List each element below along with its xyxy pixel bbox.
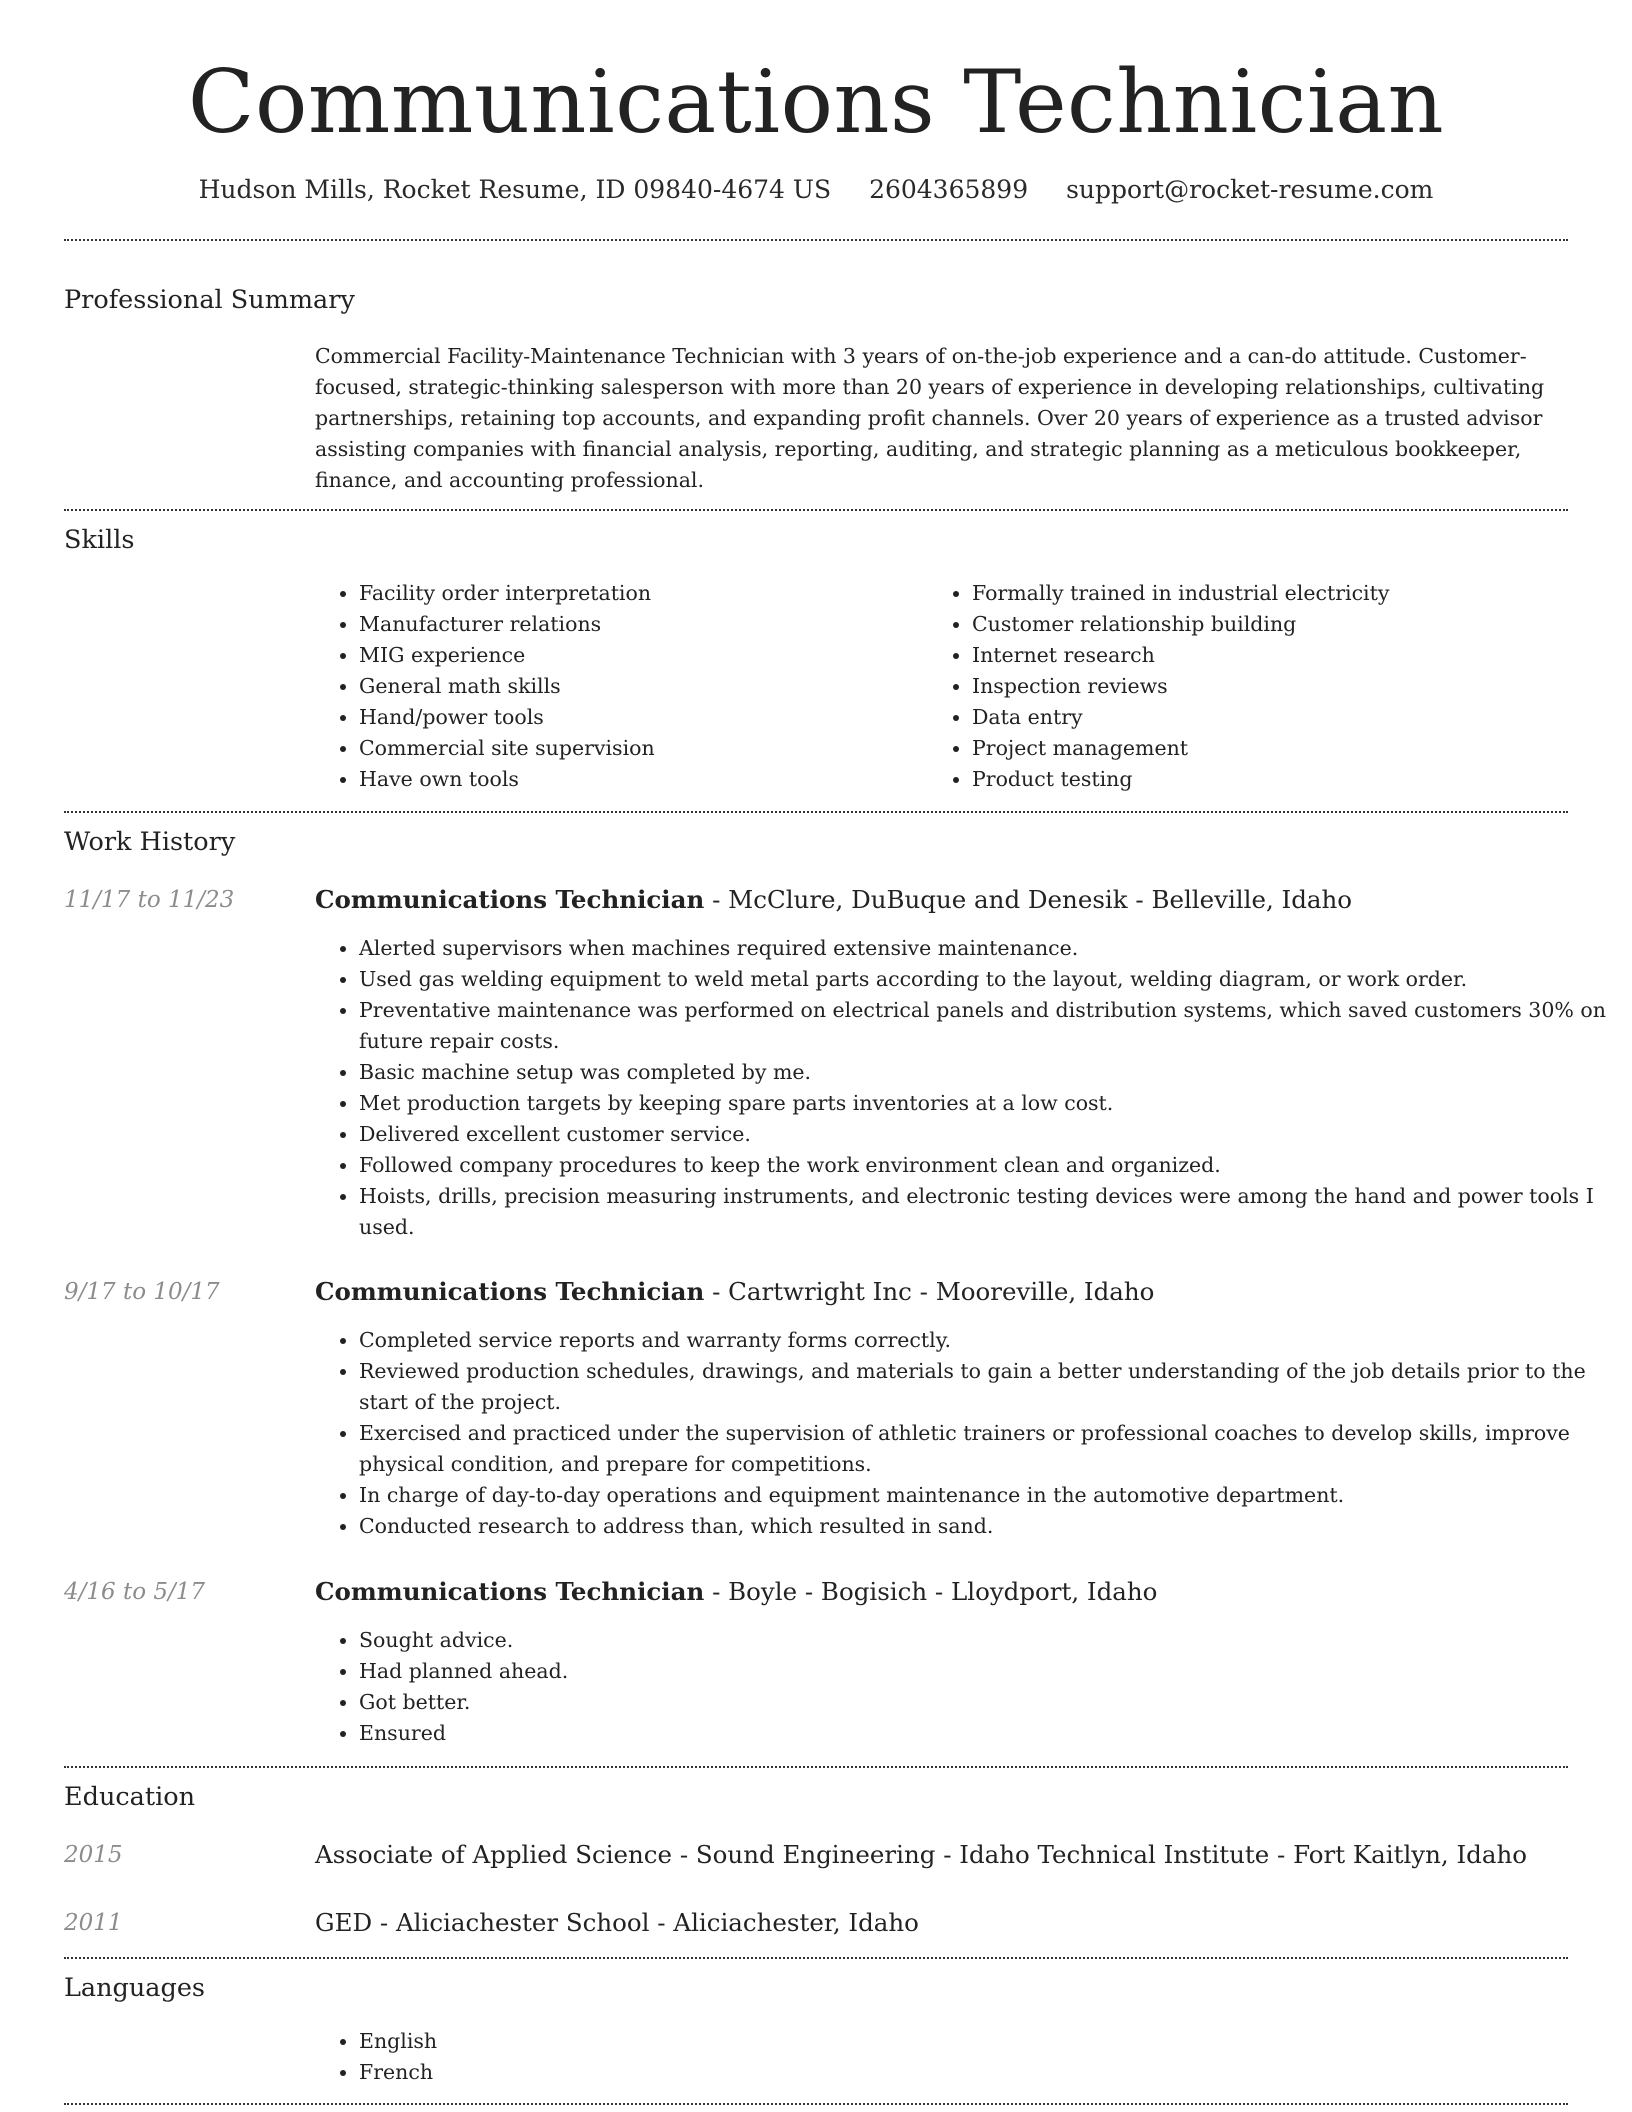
list-item: • Product testing: [972, 764, 1592, 795]
section-divider: [64, 1766, 1568, 1768]
section-divider: [64, 811, 1568, 813]
list-item: • Met production targets by keeping spare parts inventories at a low cost.: [359, 1088, 1609, 1119]
list-item: • Hand/power tools: [359, 702, 919, 733]
education-heading: Education: [64, 1782, 196, 1812]
list-item: • Project management: [972, 733, 1592, 764]
list-item: • Inspection reviews: [972, 671, 1592, 702]
list-item: • Followed company procedures to keep the work environment clean and organized.: [359, 1150, 1609, 1181]
list-item: • Data entry: [972, 702, 1592, 733]
list-item: • General math skills: [359, 671, 919, 702]
section-divider: [64, 239, 1568, 241]
list-item: • Commercial site supervision: [359, 733, 919, 764]
list-item: • Sought advice.: [359, 1625, 1609, 1656]
job-title: [315, 1272, 1154, 1312]
job-dates: 4/16 to 5/17: [64, 1579, 206, 1605]
list-item: • Got better.: [359, 1687, 1609, 1718]
job-bullets: [315, 1325, 1609, 1542]
list-item: • Customer relationship building: [972, 609, 1592, 640]
list-item: • Facility order interpretation: [359, 578, 919, 609]
list-item: • Had planned ahead.: [359, 1656, 1609, 1687]
skills-list-left: [315, 578, 919, 795]
job-title: [315, 1572, 1157, 1612]
list-item: • Completed service reports and warranty forms correctly.: [359, 1325, 1609, 1356]
job-employer-location: - Boyle - Bogisich - Lloydport, Idaho: [704, 1577, 1158, 1606]
job-dates: 9/17 to 10/17: [64, 1279, 220, 1305]
contact-email: support@rocket-resume.com: [1066, 175, 1434, 204]
list-item: • Hoists, drills, precision measuring instruments, and electronic testing devices were among the hand and power tools I used.: [359, 1181, 1609, 1243]
list-item: • French: [359, 2057, 959, 2088]
summary-text: Commercial Facility-Maintenance Technician with 3 years of on-the-job experience and a can-do attitude. Customer-focused, strategic-thinking salesperson with more than 20 years of experience in developing relationships, cultivating partnerships, retaining top accounts, and expanding profit channels. Over 20 years of experience as a trusted advisor assisting companies with financial analysis, reporting, auditing, and strategic planning as a meticulous bookkeeper, finance, and accounting professional.: [315, 344, 1545, 492]
contact-phone: 2604365899: [869, 175, 1029, 204]
list-item: • Conducted research to address than, which resulted in sand.: [359, 1511, 1609, 1542]
job-employer-location: - Cartwright Inc - Mooreville, Idaho: [704, 1277, 1155, 1306]
list-item: • Reviewed production schedules, drawings, and materials to gain a better understanding of the job details prior to the start of the project.: [359, 1356, 1609, 1418]
education-year: 2011: [64, 1910, 123, 1936]
skills-list-right: [928, 578, 1592, 795]
list-item: • Formally trained in industrial electricity: [972, 578, 1592, 609]
list-item: • Ensured: [359, 1718, 1609, 1749]
list-item: • Used gas welding equipment to weld metal parts according to the layout, welding diagram, or work order.: [359, 964, 1609, 995]
job-role: Communications Technician: [315, 1277, 705, 1306]
contact-address: Hudson Mills, Rocket Resume, ID 09840-4674 US: [198, 175, 832, 204]
education-entry: GED - Aliciachester School - Aliciachester, Idaho: [315, 1908, 919, 1937]
list-item: • Alerted supervisors when machines required extensive maintenance.: [359, 933, 1609, 964]
job-employer-location: - McClure, DuBuque and Denesik - Belleville, Idaho: [704, 885, 1353, 914]
section-divider: [64, 1957, 1568, 1959]
list-item: • Basic machine setup was completed by me.: [359, 1057, 1609, 1088]
list-item: • Internet research: [972, 640, 1592, 671]
education-entry: Associate of Applied Science - Sound Engineering - Idaho Technical Institute - Fort Kaitlyn, Idaho: [315, 1840, 1527, 1869]
section-divider: [64, 2103, 1568, 2105]
list-item: • In charge of day-to-day operations and equipment maintenance in the automotive department.: [359, 1480, 1609, 1511]
work-history-heading: Work History: [64, 827, 236, 857]
list-item: • Delivered excellent customer service.: [359, 1119, 1609, 1150]
job-bullets: [315, 1625, 1609, 1749]
education-year: 2015: [64, 1842, 123, 1868]
languages-list: [315, 2026, 959, 2088]
summary-heading: Professional Summary: [64, 285, 355, 315]
job-dates: 11/17 to 11/23: [64, 887, 235, 913]
list-item: • MIG experience: [359, 640, 919, 671]
candidate-name: Communications Technician: [187, 51, 1445, 153]
job-role: Communications Technician: [315, 1577, 705, 1606]
list-item: • Manufacturer relations: [359, 609, 919, 640]
contact-line: [0, 170, 1632, 210]
list-item: • Have own tools: [359, 764, 919, 795]
skills-heading: Skills: [64, 525, 135, 555]
job-role: Communications Technician: [315, 885, 705, 914]
job-title: [315, 880, 1352, 920]
list-item: • Preventative maintenance was performed on electrical panels and distribution systems, which saved customers 30% on future repair costs.: [359, 995, 1609, 1057]
list-item: • Exercised and practiced under the supervision of athletic trainers or professional coaches to develop skills, improve physical condition, and prepare for competitions.: [359, 1418, 1609, 1480]
job-bullets: [315, 933, 1609, 1243]
languages-heading: Languages: [64, 1973, 206, 2003]
list-item: • English: [359, 2026, 959, 2057]
section-divider: [64, 509, 1568, 511]
